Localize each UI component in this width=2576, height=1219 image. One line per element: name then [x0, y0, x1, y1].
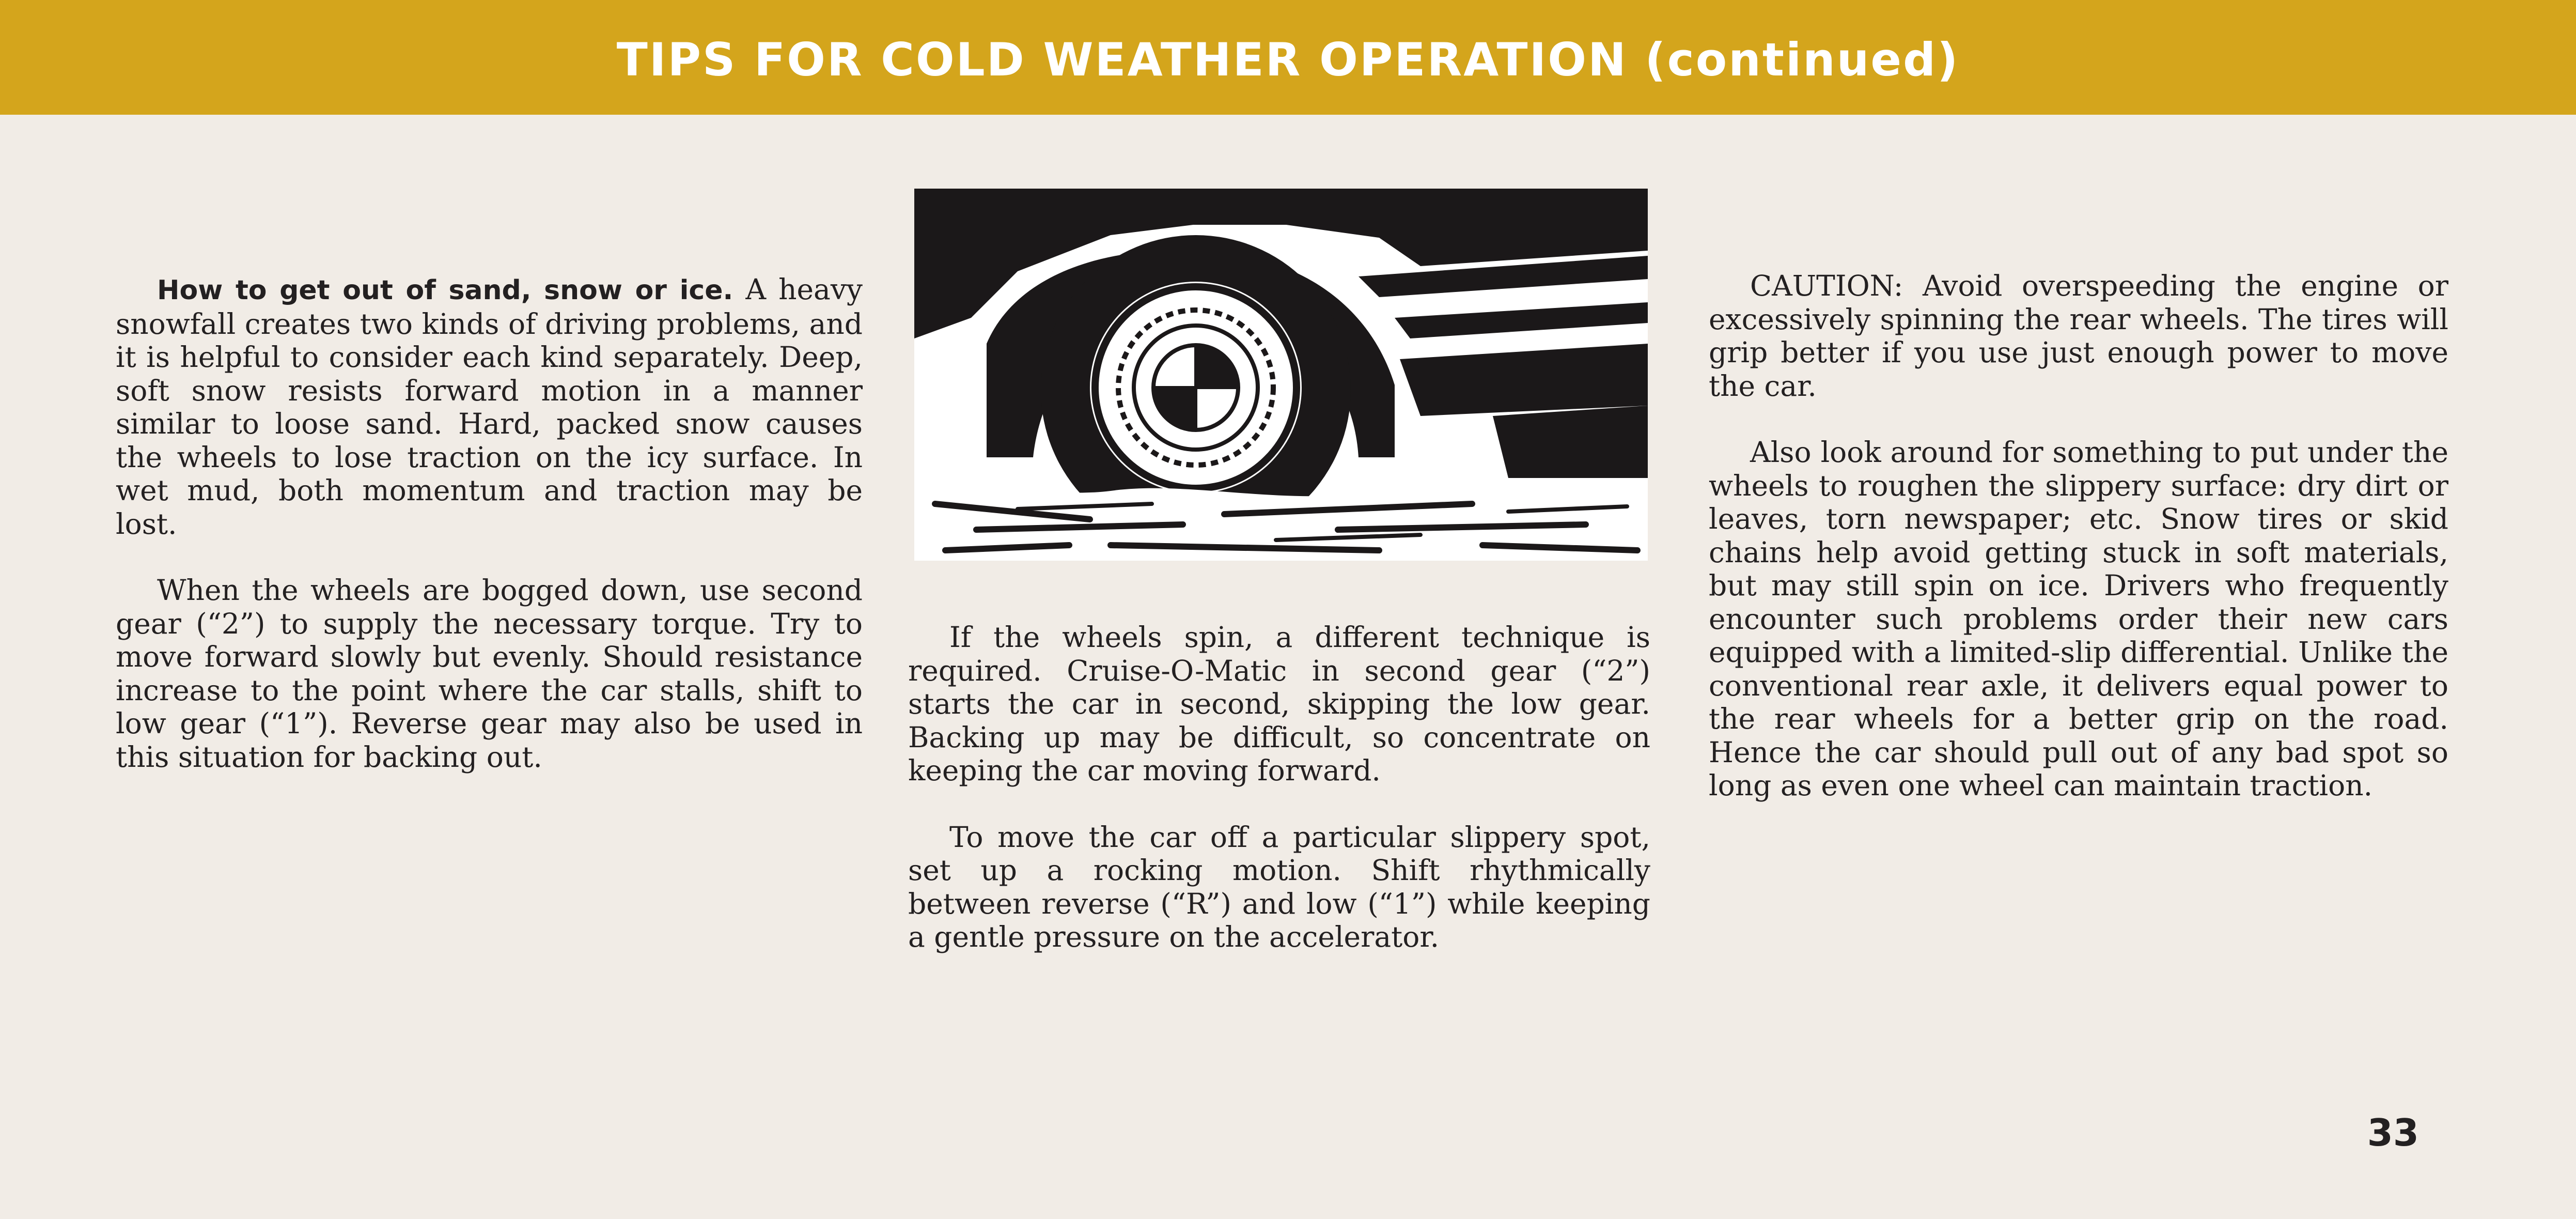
page-number: 33: [2367, 1111, 2419, 1154]
paragraph-wheels-spin: If the wheels spin, a different technique is required. Cruise-O-Matic in second gear (“2”) starts the car in second, skipping the low gear. Backing up may be difficult, so concentrate on keeping the car moving forward.: [908, 621, 1650, 787]
paragraph-sand-snow-ice: [116, 273, 863, 541]
car-wheel-in-snow-icon: [914, 189, 1648, 561]
paragraph-look-around: Also look around for something to put under the wheels to roughen the slippery surface: dry dirt or leaves, torn newspaper; etc. Snow tires or skid chains help avoid getting stuck in soft materials, but may still spin on ice. Drivers who frequently encounter such problems order their new cars equipped with a limited-slip differential. Unlike the conventional rear axle, it delivers equal power to the rear wheels for a better grip on the road. Hence the car should pull out of any bad spot so long as even one wheel can maintain traction.: [1709, 436, 2448, 802]
paragraph-rocking-motion: To move the car off a particular slippery spot, set up a rocking motion. Shift rhythmically between reverse (“R”) and low (“1”) while keeping a gentle pressure on the accelerator.: [908, 820, 1650, 953]
paragraph-bogged-down: When the wheels are bogged down, use second gear (“2”) to supply the necessary torque. Try to move forward slowly but evenly. Should resistance increase to the point where the car stalls, shift to low gear (“1”). Reverse gear may also be used in this situation for backing out.: [116, 574, 863, 774]
right-column: [1709, 269, 2448, 803]
header-band: [0, 0, 2576, 115]
middle-column: [908, 621, 1650, 954]
left-column: [116, 273, 863, 774]
paragraph-text: A heavy snowfall creates two kinds of driving problems, and it is helpful to consider each kind separately. Deep, soft snow resists forward motion in a manner similar to loose sand. Hard, packed snow causes the wheels to lose traction on the icy surface. In wet mud, both momentum and traction may be lost.: [116, 273, 863, 541]
page-title: TIPS FOR COLD WEATHER OPERATION (continued): [616, 33, 1960, 86]
section-heading: How to get out of sand, snow or ice.: [157, 275, 733, 306]
paragraph-caution: CAUTION: Avoid overspeeding the engine or excessively spinning the rear wheels. The tires will grip better if you use just enough power to move the car.: [1709, 269, 2448, 403]
car-wheel-in-snow-illustration: [914, 189, 1648, 561]
